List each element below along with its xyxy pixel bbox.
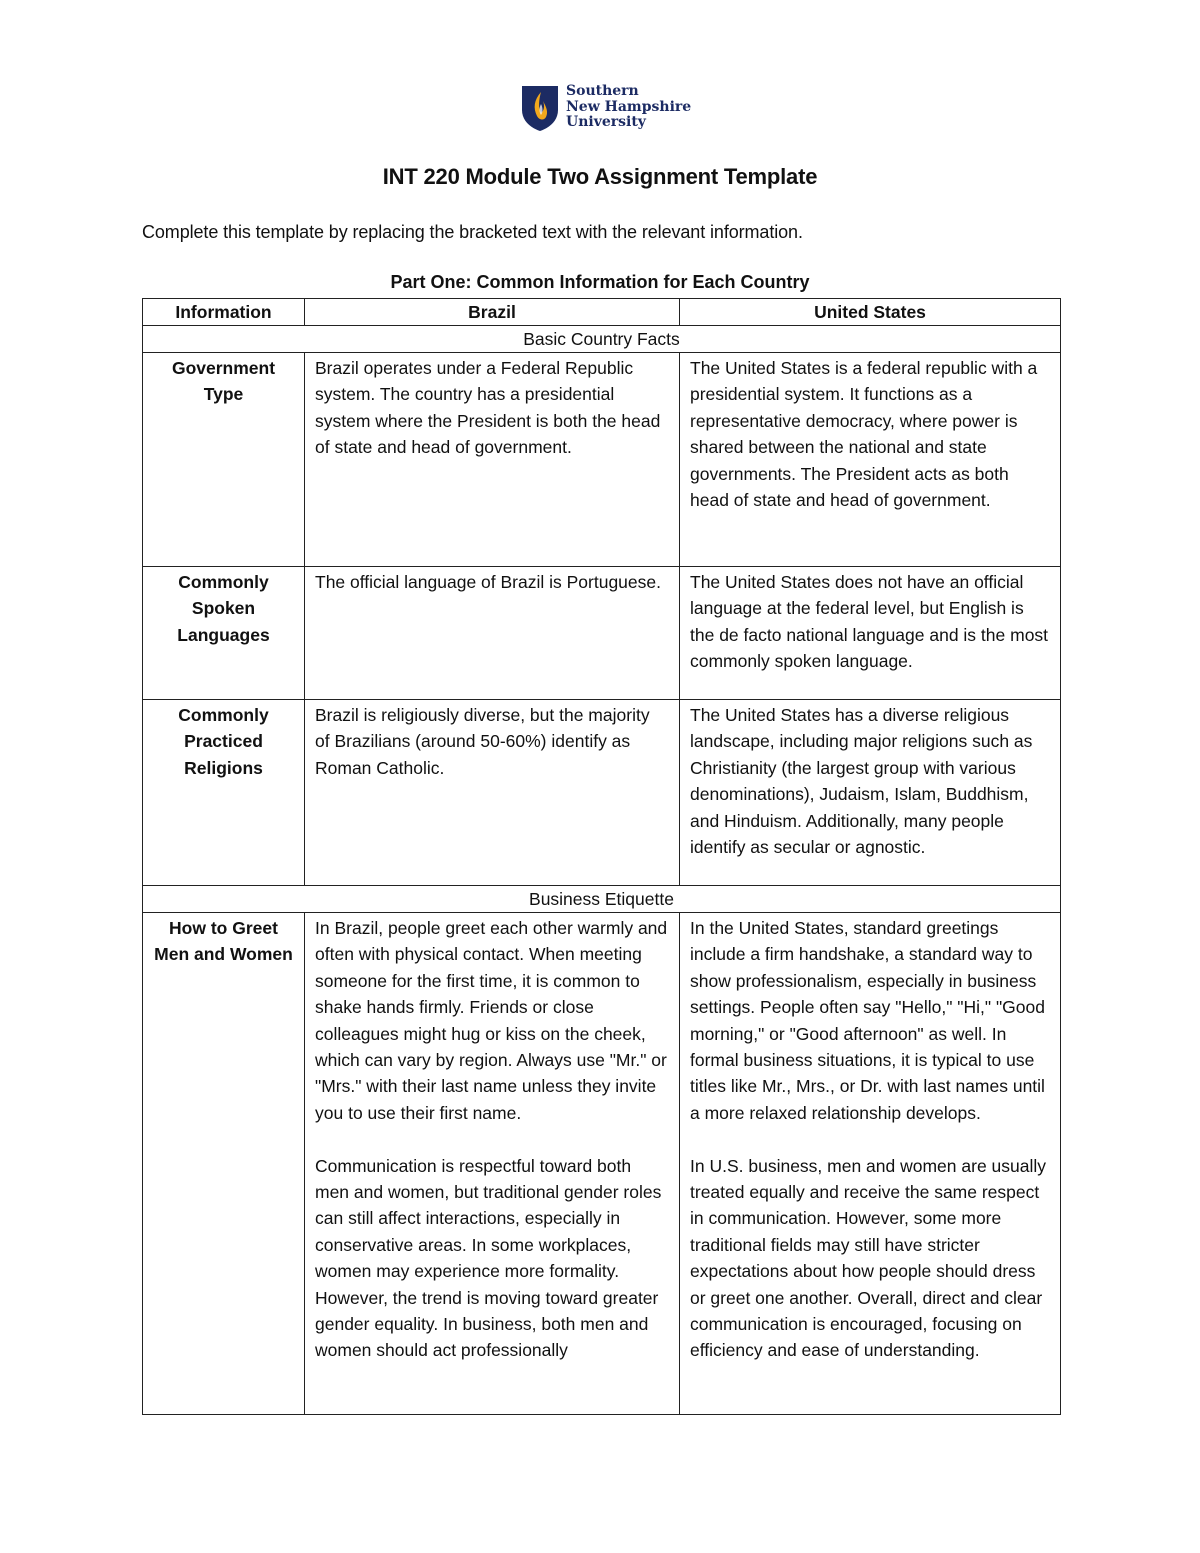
logo-line-3: University (566, 114, 646, 130)
row-label-greetings: How to Greet Men and Women (143, 913, 305, 1415)
brazil-greetings-paragraph-2: Communication is respectful toward both men and women, but traditional gender roles can still affect interactions, especially in conservative areas. In some workplaces, women may experience more formality. However, the trend is moving toward greater gender equality. In business, both men and women should act professionally (315, 1155, 662, 1361)
table-row-government (143, 353, 1061, 567)
instructions-text: Complete this template by replacing the bracketed text with the relevant information. (142, 222, 803, 242)
brazil-languages-cell: The official language of Brazil is Portuguese. (305, 567, 680, 700)
flame-shield-icon (520, 84, 560, 132)
section-basic-country-facts: Basic Country Facts (143, 326, 1061, 353)
row-label-government-type: Government Type (143, 353, 305, 567)
brazil-religions-cell: Brazil is religiously diverse, but the majority of Brazilians (around 50-60%) identify as Roman Catholic. (305, 700, 680, 886)
row-label-religions: Commonly Practiced Religions (143, 700, 305, 886)
table-row-languages (143, 567, 1061, 700)
us-government-cell: The United States is a federal republic with a presidential system. It functions as a representative democracy, where power is shared between the national and state governments. The President acts as both head of state and head of government. (680, 353, 1061, 567)
section-row-business-etiquette (143, 886, 1061, 913)
header-brazil: Brazil (305, 299, 680, 326)
table-row-greetings (143, 913, 1061, 1415)
us-greetings-paragraph-1: In the United States, standard greetings include a firm handshake, a standard way to show professionalism, especially in business settings. People often say "Hello," "Hi," "Good morning," or "Good afternoon" as well. In formal business situations, it is typical to use titles like Mr., Mrs., or Dr. with last names until a more relaxed relationship develops. (690, 918, 1045, 1123)
us-greetings-paragraph-2: In U.S. business, men and women are usually treated equally and receive the same respect in communication. However, some more traditional fields may still have stricter expectations about how people should dress or greet one another. Overall, direct and clear communication is encouraged, focusing on efficiency and ease of understanding. (690, 1155, 1047, 1361)
document-title: INT 220 Module Two Assignment Template (382, 164, 818, 189)
header-united-states: United States (680, 299, 1061, 326)
brazil-government-cell: Brazil operates under a Federal Republic system. The country has a presidential system where the President is both the head of state and head of government. (305, 353, 680, 567)
logo-line-1: Southern (566, 83, 639, 99)
us-languages-cell: The United States does not have an official language at the federal level, but English is the de facto national language and is the most commonly spoken language. (680, 567, 1061, 700)
table-row-religions (143, 700, 1061, 886)
university-logo (520, 84, 691, 134)
brazil-greetings-cell (305, 913, 680, 1415)
table-header-row (143, 299, 1061, 326)
country-comparison-table (142, 298, 1061, 1415)
row-label-languages: Commonly Spoken Languages (143, 567, 305, 700)
us-greetings-cell (680, 913, 1061, 1415)
paragraph-spacer (315, 1126, 669, 1152)
part-one-title: Part One: Common Information for Each Country (390, 272, 810, 292)
header-information: Information (143, 299, 305, 326)
section-business-etiquette: Business Etiquette (143, 886, 1061, 913)
paragraph-spacer (690, 1126, 1050, 1152)
section-row-basic-facts (143, 326, 1061, 353)
brazil-greetings-paragraph-1: In Brazil, people greet each other warmly and often with physical contact. When meeting someone for the first time, it is common to shake hands firmly. Friends or close colleagues might hug or kiss on the cheek, which can vary by region. Always use "Mr." or "Mrs." with their last name unless they invite you to use their first name. (315, 918, 668, 1123)
logo-line-2: New Hampshire (566, 98, 692, 115)
us-religions-cell: The United States has a diverse religious landscape, including major religions such as Christianity (the largest group with various denominations), Judaism, Islam, Buddhism, and Hinduism. Additionally, many people identify as secular or agnostic. (680, 700, 1061, 886)
logo-wordmark (566, 84, 691, 131)
